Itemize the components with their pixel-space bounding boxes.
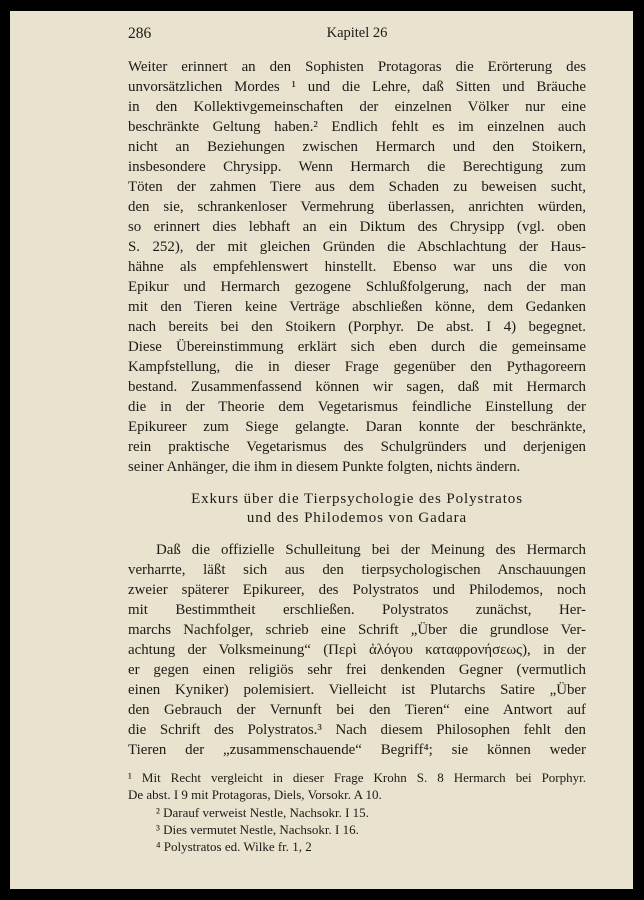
body-line: bestand. Zusammenfassend können wir sagen, daß mit Hermarch bbox=[128, 379, 586, 395]
section-line: zweier späterer Epikureer, des Polystratos und Philodemos, noch bbox=[128, 582, 586, 598]
body-line: mit den Tieren keine Verträge abschließen könne, dem Gedanken bbox=[128, 299, 586, 315]
body-line: die in der Theorie dem Vegetarismus feindliche Einstellung der bbox=[128, 399, 586, 415]
body-line: in den Kollektivgemeinschaften der einzelnen Völker nur eine bbox=[128, 99, 586, 115]
body-line: S. 252), der mit gleichen Gründen die Abschlachtung der Haus- bbox=[128, 239, 586, 255]
body-line: Epikureer zum Siege gelangte. Daran konnte der beschränkte, bbox=[128, 419, 586, 435]
footnote: ² Darauf verweist Nestle, Nachsokr. I 15. bbox=[156, 805, 369, 820]
footnote: ⁴ Polystratos ed. Wilke fr. 1, 2 bbox=[156, 839, 312, 854]
body-line: unvorsätzlichen Mordes ¹ und die Lehre, daß Sitten und Bräuche bbox=[128, 79, 586, 95]
footnote: ¹ Mit Recht vergleicht in dieser Frage Krohn S. 8 Hermarch bei Porphyr. bbox=[128, 770, 586, 785]
section-line: Daß die offizielle Schulleitung bei der Meinung des Hermarch bbox=[156, 542, 586, 558]
body-line: Kampfstellung, die in dieser Frage gegenüber den Pythagoreern bbox=[128, 359, 586, 375]
body-line: Diese Übereinstimmung erklärt sich eben durch die gemeinsame bbox=[128, 339, 586, 355]
footnote: De abst. I 9 mit Protagoras, Diels, Vorsokr. A 10. bbox=[128, 787, 382, 802]
body-line: Töten der zahmen Tiere aus dem Schaden zu beweisen sucht, bbox=[128, 179, 586, 195]
body-line: rein praktische Vegetarismus des Schulgründers und derjenigen bbox=[128, 439, 586, 455]
section-line: verharrte, läßt sich aus den tierpsychologischen Anschauungen bbox=[128, 562, 586, 578]
section-line: achtung der Volksmeinung“ (Περὶ ἀλόγου καταφρονήσεως), in der bbox=[128, 642, 586, 658]
footnote: ³ Dies vermutet Nestle, Nachsokr. I 16. bbox=[156, 822, 359, 837]
body-line: seiner Anhänger, die ihm in diesem Punkte folgten, nichts ändern. bbox=[128, 459, 521, 475]
running-header bbox=[128, 25, 586, 47]
body-line: Epikur und Hermarch gezogene Schlußfolgerung, nach der man bbox=[128, 279, 586, 295]
section-line: marchs Nachfolger, schrieb eine Schrift „Über die grundlose Ver- bbox=[128, 622, 586, 638]
body-line: nach bereits bei den Stoikern (Porphyr. De abst. I 4) begegnet. bbox=[128, 319, 586, 335]
body-line: nicht an Beziehungen zwischen Hermarch und den Stoikern, bbox=[128, 139, 586, 155]
section-heading: Exkurs über die Tierpsychologie des Polystratos bbox=[191, 491, 523, 507]
chapter-title: Kapitel 26 bbox=[326, 25, 388, 41]
body-line: hähne als empfehlenswert hinstellt. Ebenso war uns die von bbox=[128, 259, 586, 275]
body-line: beschränkte Geltung haben.² Endlich fehlt es im einzelnen auch bbox=[128, 119, 586, 135]
page-number: 286 bbox=[128, 25, 152, 42]
section-line: die Schrift des Polystratos.³ Nach diesem Philosophen fehlt den bbox=[128, 722, 586, 738]
body-line: den sie, schrankenloser Vermehrung überlassen, anrichten würden, bbox=[128, 199, 586, 215]
body-line: Weiter erinnert an den Sophisten Protagoras die Erörterung des bbox=[128, 59, 586, 75]
section-line: einen Kyniker) polemisiert. Vielleicht ist Plutarchs Satire „Über bbox=[128, 682, 586, 698]
section-heading: und des Philodemos von Gadara bbox=[246, 510, 468, 526]
body-line: so erinnert dies lebhaft an ein Diktum des Chrysipp (vgl. oben bbox=[128, 219, 586, 235]
section-line: mit Bestimmtheit erschließen. Polystratos zunächst, Her- bbox=[128, 602, 586, 618]
book-page bbox=[10, 11, 633, 889]
section-line: er gegen einen religiös sehr frei denkenden Gegner (vermutlich bbox=[128, 662, 586, 678]
section-line: Tieren der „zusammenschauende“ Begriff⁴; sie können weder bbox=[128, 742, 586, 758]
section-line: den Gebrauch der Vernunft bei den Tieren“ eine Antwort auf bbox=[128, 702, 586, 718]
body-line: insbesondere Chrysipp. Wenn Hermarch die Berechtigung zum bbox=[128, 159, 586, 175]
